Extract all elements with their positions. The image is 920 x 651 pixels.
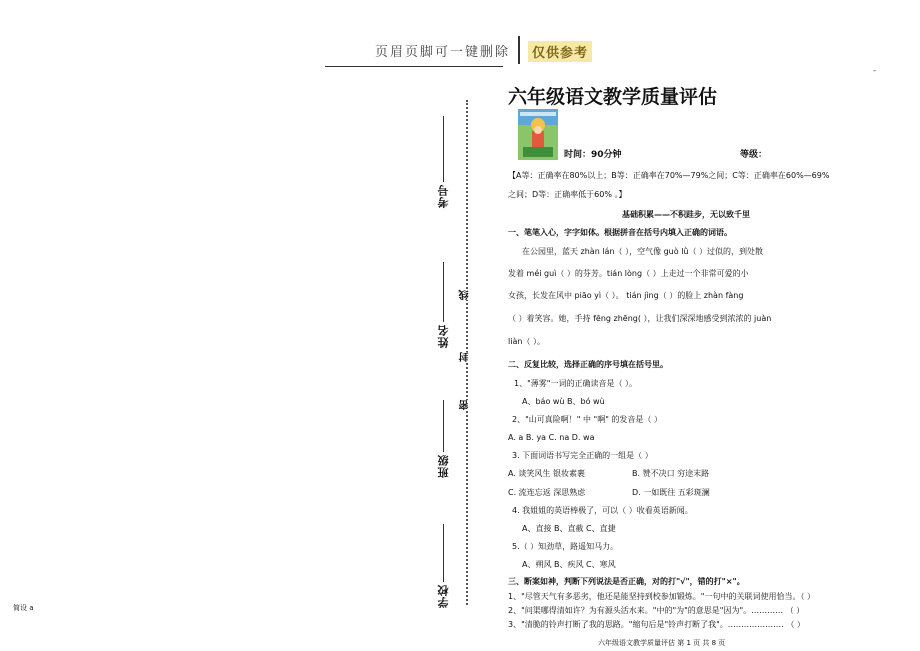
name-field[interactable] [443,262,444,322]
binding-mark-seal: 封 [460,352,471,362]
q2-s2-options: A. a B. ya C. na D. wa [508,433,595,442]
header-rule [325,66,503,67]
corner-dash: - [873,66,877,76]
q1-line-5: liàn（ ）。 [508,337,545,346]
q1-line-2: 发着 méi guì（ ）的芬芳。tián lòng（ ）上走过一个非常可爱的小 [508,269,749,278]
q2-s3: 3. 下面词语书写完全正确的一组是（ ） [512,451,653,460]
reference-badge: 仅供参考 [528,41,592,62]
header-left-text: 页眉页脚可一键删除 [374,45,510,60]
binding-mark-secret: 密 [460,400,471,410]
label-name: 姓名 [437,324,450,348]
school-field[interactable] [443,524,444,582]
cover-illustration [518,109,558,160]
time-info: 时间：90分钟 [564,150,622,160]
q2-s3-option-a: A. 谈笑风生 银妆素裹 [508,469,585,478]
q3-heading: 三、断案如神，判断下列说法是否正确，对的打"√"，错的打"×"。 [508,577,745,586]
label-exam-no: 考号 [437,184,450,208]
page-title: 六年级语文教学质量评估 [508,86,718,108]
q1-line-4: （ ）着笑容。她，手持 fēng zhēng( ），让我们深深地感受到浓浓的 juàn [508,314,772,323]
q2-s2: 2、"山可真险啊！" 中 "啊" 的发音是（ ） [512,415,662,424]
grading-line-1: 【A等：正确率在80%以上；B等：正确率在70%—79%之间；C等：正确率在60%—69% [508,171,830,180]
q2-heading: 二、反复比较，选择正确的序号填在括号里。 [508,360,668,369]
q2-s1-options: A、báo wù B、bó wù [522,397,605,406]
page-footer: 六年级语文教学质量评估 第 1 页 共 8 页 [598,639,726,647]
q3-s3: 3、"清脆的铃声打断了我的思路。"缩句后是"铃声打断了我"。………………… （ ） [508,620,805,629]
q2-s4: 4. 我姐姐的英语棒极了，可以（ ）收看英语新闻。 [512,506,693,515]
q3-s1: 1、"尽管天气有多恶劣，他还是能坚持到校参加锻炼。"一句中的关联词使用恰当。（ ） [508,592,815,601]
q2-s3-option-c: C. 流连忘返 深思熟虑 [508,488,586,497]
grade-info: 等级： [740,150,768,160]
header-separator [518,36,520,64]
q1-line-3: 女孩，长发在风中 piāo yì（ ）。 tián jìng（ ）的脸上 zhàn fàng [508,291,744,300]
label-class: 班级 [437,454,450,478]
q2-s5: 5.（ ）知劲草，路遥知马力。 [512,542,619,551]
q2-s3-option-d: D. 一如既往 五彩斑澜 [632,488,710,497]
q3-s2: 2、"问渠哪得清如许？为有源头活水来。"中的"为"的意思是"因为"。………… （ ） [508,606,805,615]
class-field[interactable] [443,400,444,452]
q2-s3-option-b: B. 赞不决口 穷途末路 [632,469,710,478]
section-heading: 基础积累——不积跬步，无以致千里 [622,210,750,219]
q2-s1: 1、"薄雾"一词的正确读音是（ ）。 [514,379,637,388]
exam-no-field[interactable] [443,116,444,182]
label-school: 学校 [437,584,450,608]
q2-s5-options: A、朔风 B、疾风 C、寒风 [522,560,616,569]
grading-line-2: 之间；D等：正确率低于60% 。】 [508,190,627,199]
binding-mark-line: 线 [460,290,471,300]
q2-s4-options: A、直接 B、直截 C、直捷 [522,524,616,533]
q1-line-1: 在公园里，蓝天 zhàn lán（ ），空气像 guò lǜ（ ）过似的，到处散 [522,247,764,256]
q1-heading: 一、笔笔入心，字字如体。根据拼音在括号内填入正确的词语。 [508,228,732,237]
corner-note: 简设 a [13,604,34,612]
